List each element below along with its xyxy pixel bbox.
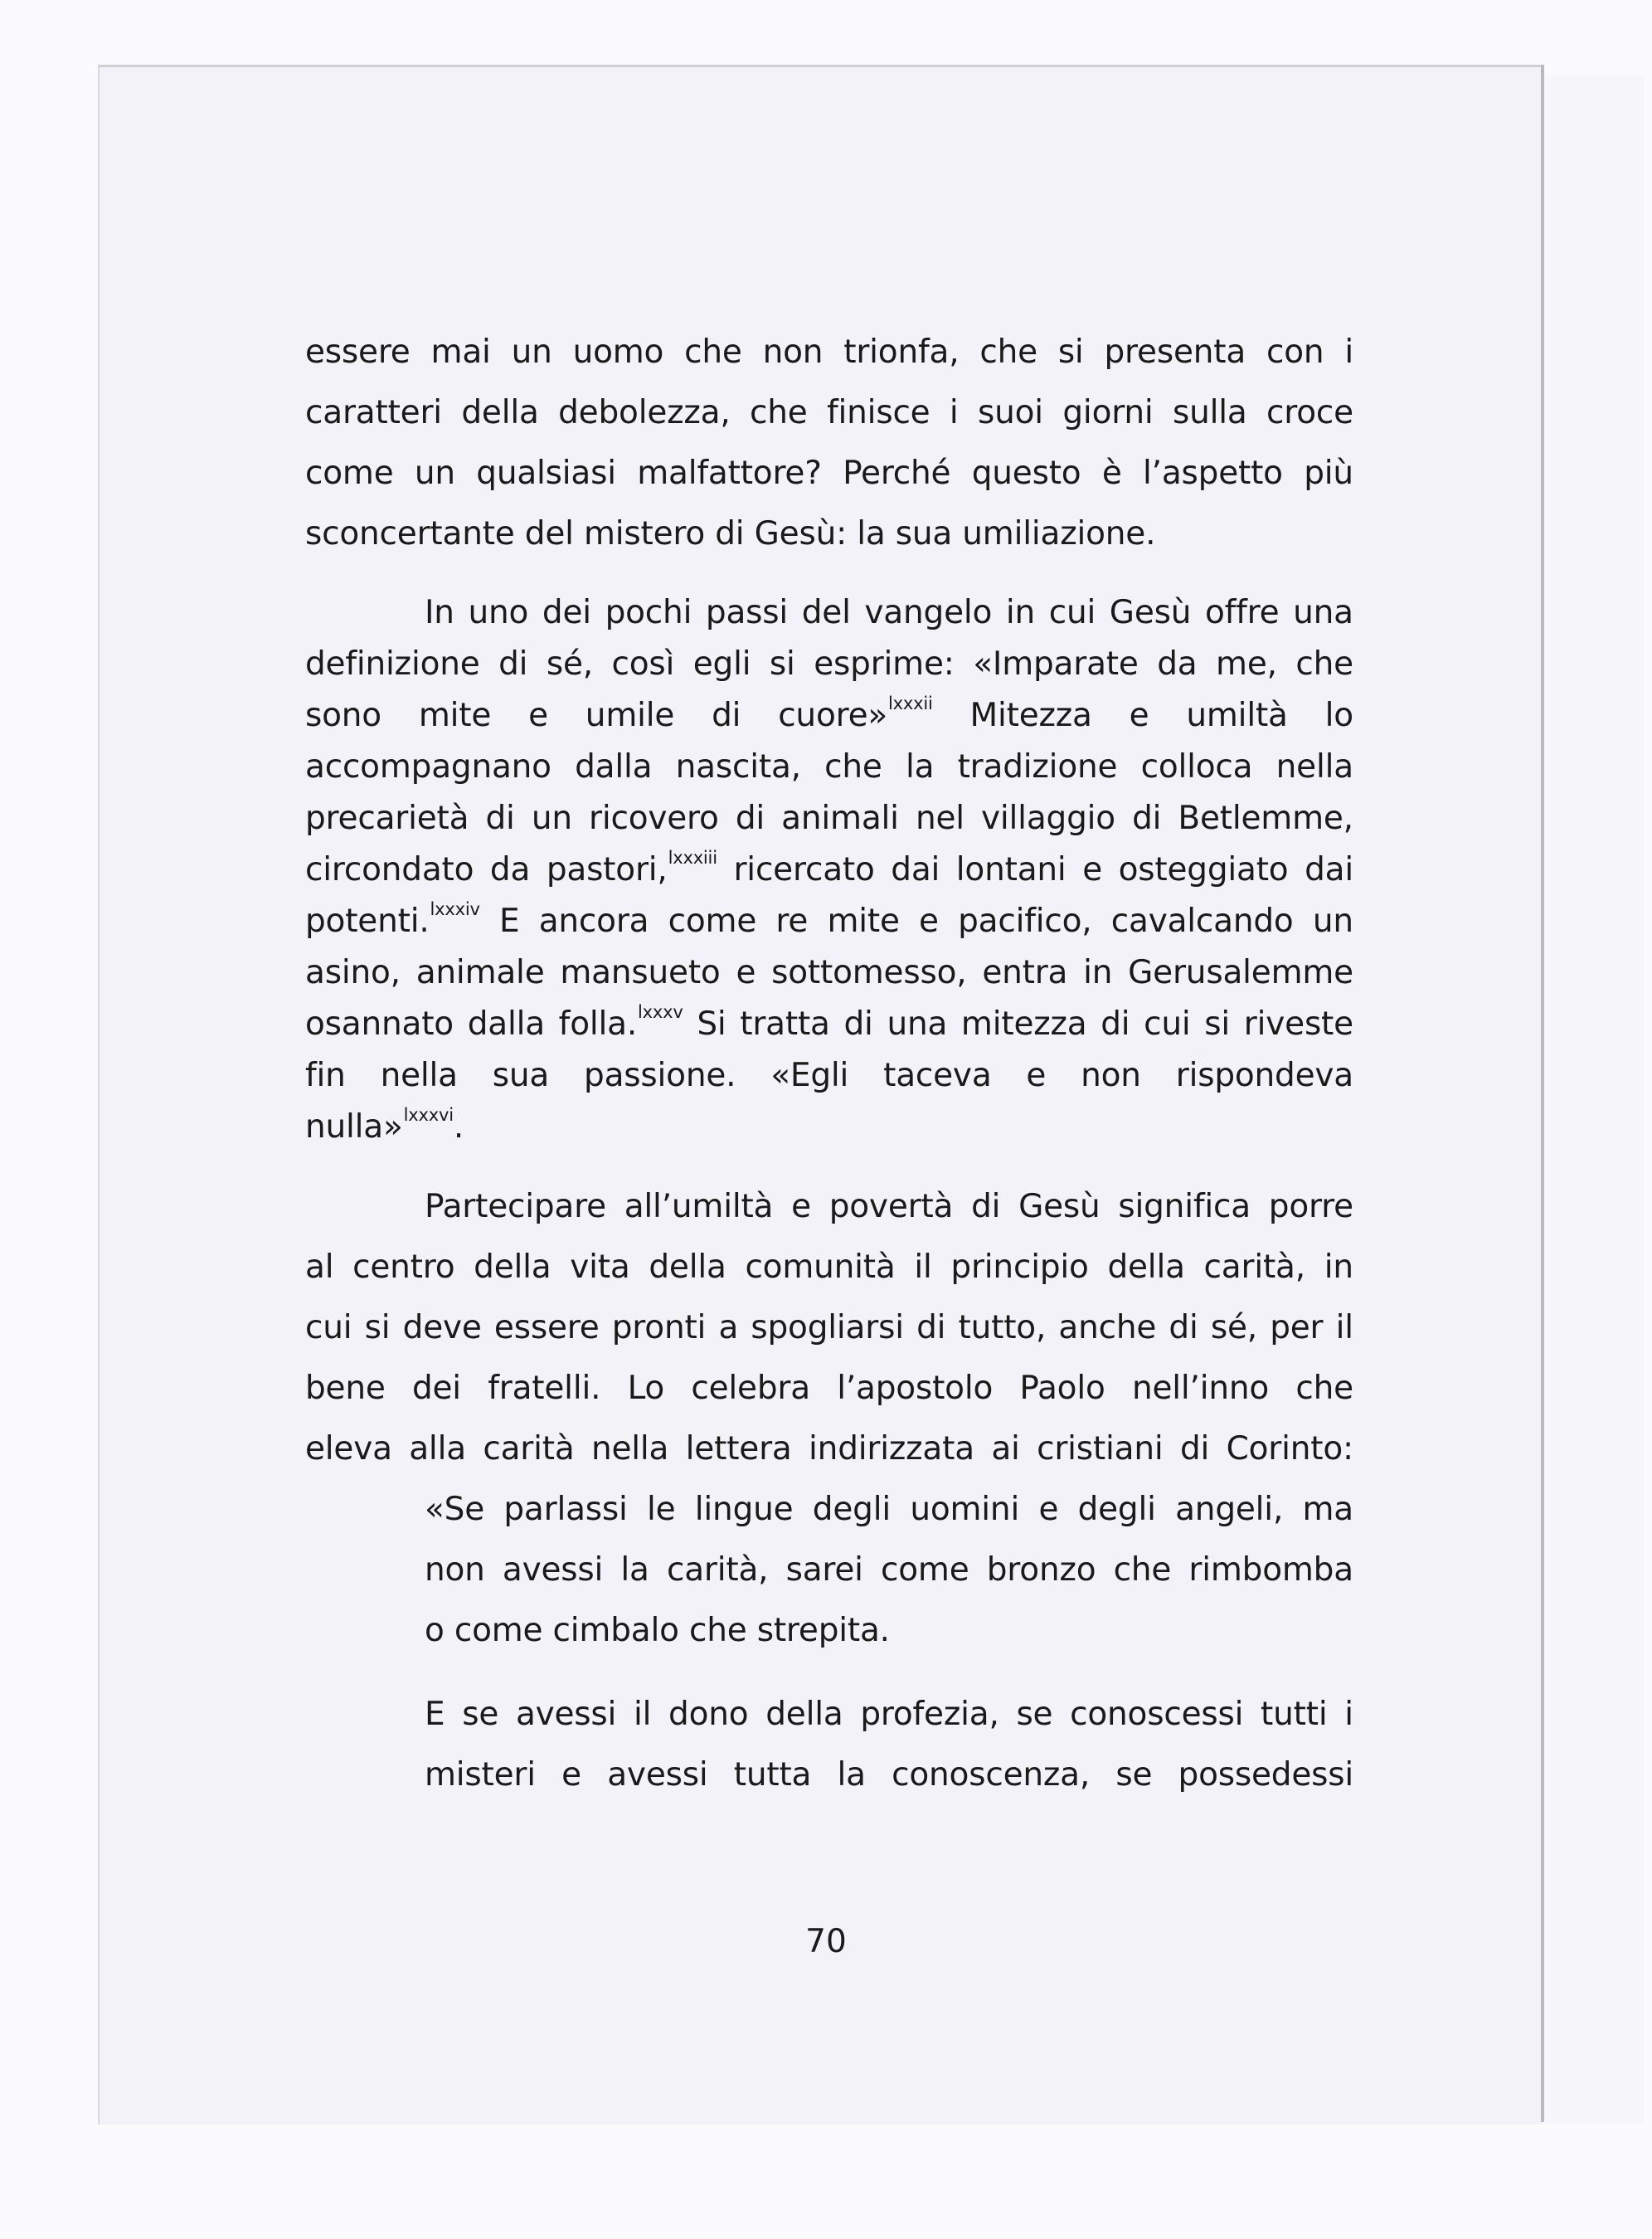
text-line: precarietà di un ricovero di animali nel villaggio di Betlemme, (305, 800, 1353, 837)
endnote-marker: lxxxv (638, 1002, 683, 1022)
text-line: circondato da pastori,$^{lxxxiii}$ ricercato dai lontani e osteggiato dai (305, 848, 1353, 888)
text-line: «Se parlassi le lingue degli uomini e degli angeli, ma (425, 1491, 1353, 1528)
text-line: caratteri della debolezza, che finisce i suoi giorni sulla croce (305, 394, 1353, 431)
text-line: E se avessi il dono della profezia, se conoscessi tutti i (425, 1696, 1353, 1733)
text-line: asino, animale mansueto e sottomesso, entra in Gerusalemme (305, 954, 1353, 991)
text-line: sono mite e umile di cuore»$^{lxxxii}$ Mitezza e umiltà lo (305, 694, 1353, 734)
endnote-marker: lxxxii (888, 694, 933, 713)
endnote-marker: lxxxiv (430, 899, 480, 919)
text-line: accompagnano dalla nascita, che la tradizione colloca nella (305, 748, 1353, 786)
text-line: al centro della vita della comunità il principio della carità, in (305, 1248, 1353, 1286)
text-line: fin nella sua passione. «Egli taceva e non rispondeva (305, 1057, 1353, 1094)
page-text (305, 322, 1353, 1805)
text-line: sconcertante del mistero di Gesù: la sua umiliazione. (305, 515, 1156, 552)
text-line: cui si deve essere pronti a spogliarsi di tutto, anche di sé, per il (305, 1309, 1353, 1346)
page-number: 70 (805, 1923, 847, 1960)
text-line: essere mai un uomo che non trionfa, che si presenta con i (305, 333, 1353, 371)
text-line: potenti.$^{lxxxiv}$ E ancora come re mite e pacifico, cavalcando un (305, 899, 1353, 940)
block-quote (305, 1684, 1353, 1805)
text-line: nulla» $^{lxxxvi}$ . (305, 1102, 1353, 1153)
text-line: bene dei fratelli. Lo celebra l’apostolo Paolo nell’inno che (305, 1370, 1353, 1407)
endnote-marker: lxxxiii (668, 848, 717, 868)
text-line: misteri e avessi tutta la conoscenza, se possedessi (425, 1756, 1353, 1794)
text-line: definizione di sé, così egli si esprime: «Imparate da me, che (305, 645, 1353, 683)
block-quote (305, 1479, 1353, 1661)
text-line: non avessi la carità, sarei come bronzo che rimbomba (425, 1551, 1353, 1589)
text-line: osannato dalla folla.$^{lxxxv}$ Si tratta di una mitezza di cui si riveste (305, 1002, 1353, 1043)
text-line: o come cimbalo che strepita. (425, 1612, 890, 1649)
endnote-marker: lxxxvi (403, 1105, 454, 1125)
text-line: eleva alla carità nella lettera indirizzata ai cristiani di Corinto: (305, 1430, 1353, 1468)
text-line: Partecipare all’umiltà e povertà di Gesù significa porre (425, 1188, 1353, 1225)
adjacent-page (1544, 75, 1644, 2124)
text-line: come un qualsiasi malfattore? Perché questo è l’aspetto più (305, 455, 1353, 492)
text-line: In uno dei pochi passi del vangelo in cui Gesù offre una (425, 594, 1353, 631)
